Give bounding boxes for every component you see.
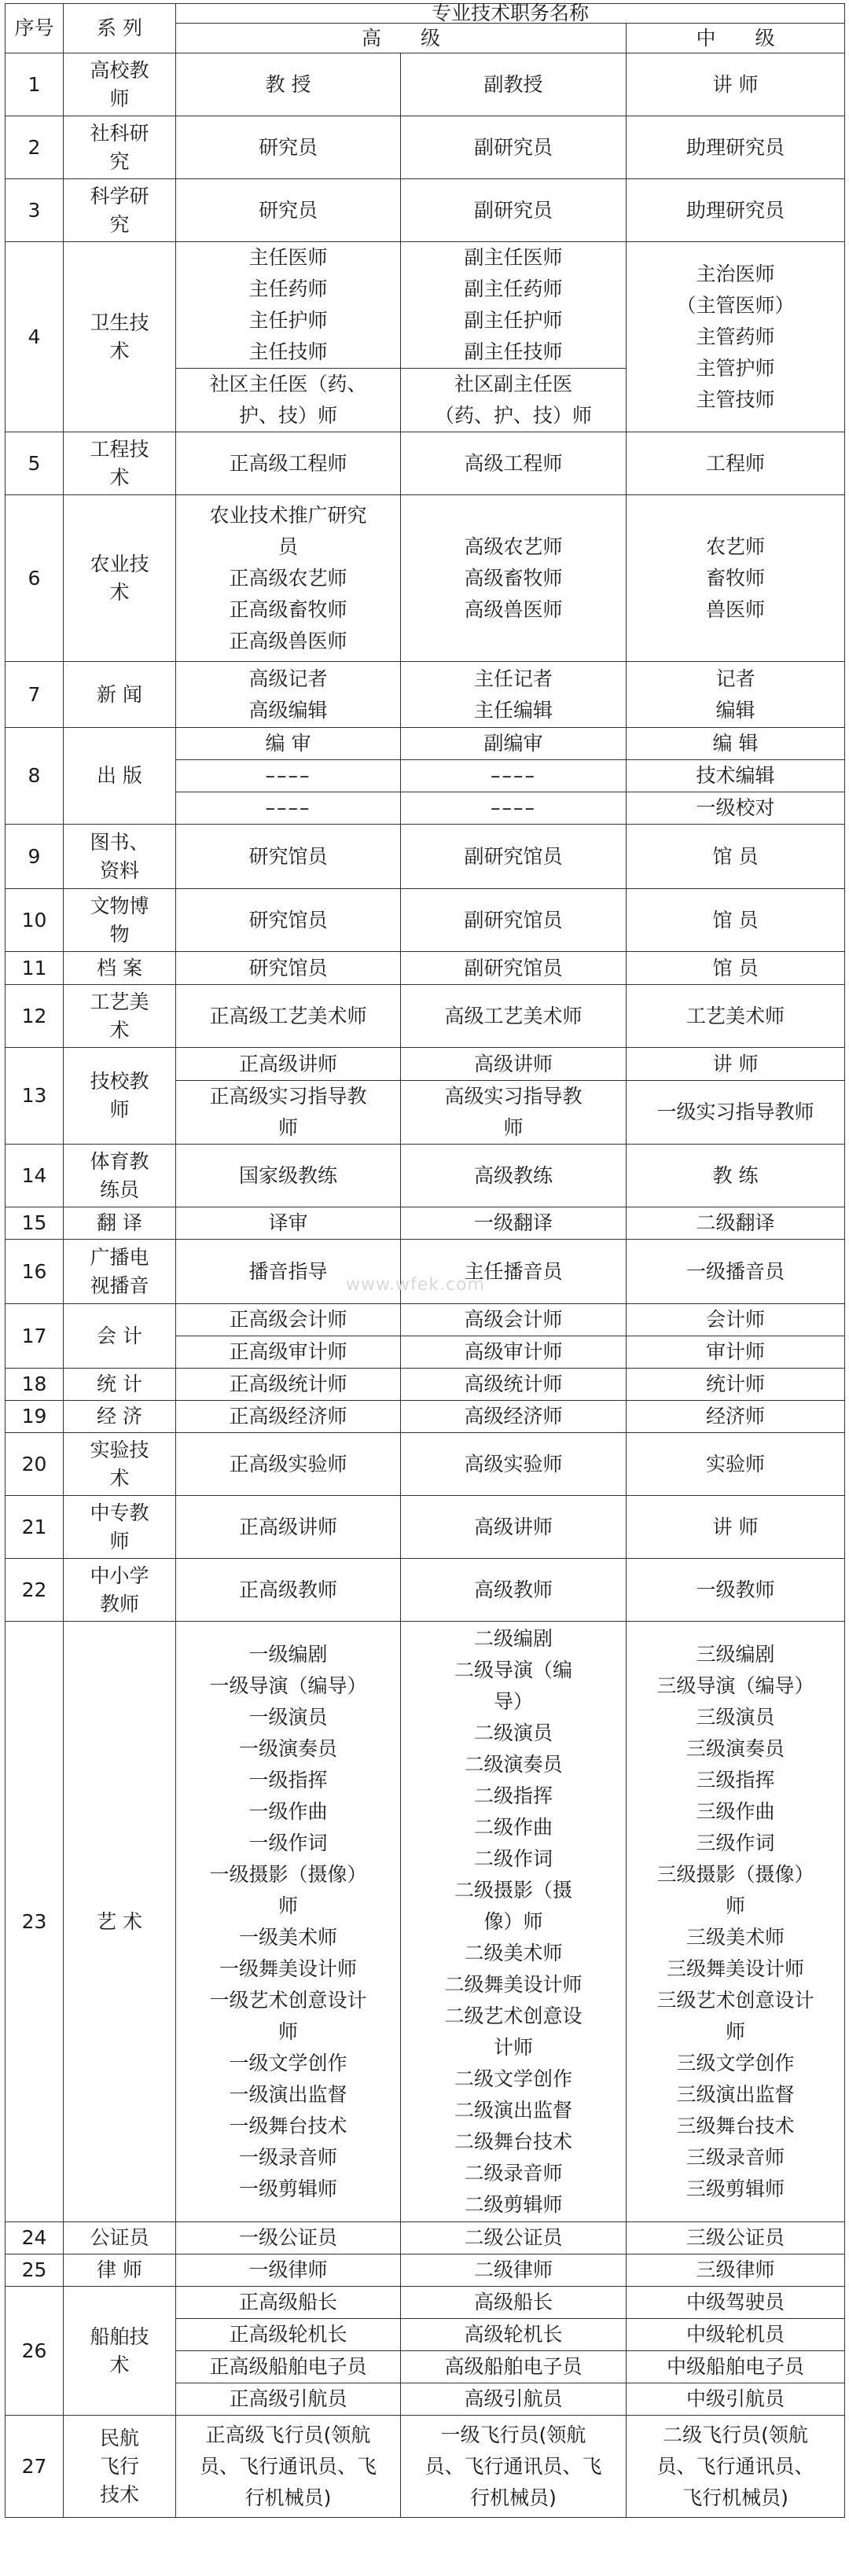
associate-senior-title: 一级飞行员(领航 员、飞行通讯员、飞 行机械员) [401, 2416, 627, 2518]
associate-senior-title: 主任记者 主任编辑 [401, 662, 627, 728]
senior-title: 正高级船舶电子员 [176, 2351, 401, 2383]
senior-title: –––– [176, 760, 401, 792]
middle-title: 讲 师 [627, 53, 845, 116]
middle-title: 经济师 [627, 1401, 845, 1433]
row-series: 中小学 教师 [64, 1559, 176, 1622]
senior-title: 正高级实习指导教 师 [176, 1081, 401, 1145]
row-no: 20 [6, 1433, 64, 1496]
row-series: 农业技 术 [64, 495, 176, 662]
middle-title: 馆 员 [627, 952, 845, 985]
table-row [6, 2254, 845, 2287]
table-row [6, 1433, 845, 1496]
middle-title: 三级律师 [627, 2254, 845, 2287]
row-series: 出 版 [64, 728, 176, 825]
senior-title: 研究馆员 [176, 889, 401, 952]
row-no: 22 [6, 1559, 64, 1622]
associate-senior-title: 高级会计师 [401, 1304, 627, 1336]
associate-senior-title: 高级实验师 [401, 1433, 627, 1496]
table-row [6, 1145, 845, 1207]
row-no: 8 [6, 728, 64, 825]
row-no: 21 [6, 1496, 64, 1559]
table-row [6, 116, 845, 179]
middle-title: 主治医师 （主管医师） 主管药师 主管护师 主管技师 [627, 242, 845, 432]
middle-title: 会计师 [627, 1304, 845, 1336]
associate-senior-title: 高级讲师 [401, 1048, 627, 1081]
middle-title: 工程师 [627, 432, 845, 495]
row-no: 17 [6, 1304, 64, 1369]
row-no: 16 [6, 1240, 64, 1304]
row-series: 会 计 [64, 1304, 176, 1369]
associate-senior-title: 二级编剧 二级导演（编 导） 二级演员 二级演奏员 二级指挥 二级作曲 二级作词 二级摄影（摄 像）师 二级美术师 二级舞美设计师 二级艺术创意设 计师 二级文学创作 二级演出监督 二级舞台技术 二级录音师 二级剪辑师 [401, 1622, 627, 2222]
row-no: 11 [6, 952, 64, 985]
table-row [6, 889, 845, 952]
senior-title: 正高级船长 [176, 2287, 401, 2319]
senior-title: 正高级轮机长 [176, 2319, 401, 2351]
associate-senior-title: 高级教师 [401, 1559, 627, 1622]
senior-title: 正高级审计师 [176, 1336, 401, 1369]
row-no: 24 [6, 2222, 64, 2254]
senior-title: 农业技术推广研究 员 正高级农艺师 正高级畜牧师 正高级兽医师 [176, 495, 401, 662]
row-no: 6 [6, 495, 64, 662]
associate-senior-title: 主任播音员 [401, 1240, 627, 1304]
row-series: 船舶技 术 [64, 2287, 176, 2416]
table-row [6, 432, 845, 495]
senior-title: 研究馆员 [176, 952, 401, 985]
associate-senior-title: 高级船舶电子员 [401, 2351, 627, 2383]
row-series: 律 师 [64, 2254, 176, 2287]
senior-title: 一级律师 [176, 2254, 401, 2287]
middle-title: 三级公证员 [627, 2222, 845, 2254]
senior-title: 国家级教练 [176, 1145, 401, 1207]
middle-title: 讲 师 [627, 1048, 845, 1081]
row-no: 26 [6, 2287, 64, 2416]
row-series: 实验技 术 [64, 1433, 176, 1496]
row-no: 27 [6, 2416, 64, 2518]
row-series: 统 计 [64, 1369, 176, 1401]
middle-title: 实验师 [627, 1433, 845, 1496]
header-series: 系 列 [64, 4, 176, 53]
table-row [6, 242, 845, 369]
row-no: 3 [6, 179, 64, 242]
associate-senior-title: 副研究馆员 [401, 825, 627, 889]
associate-senior-title: 二级律师 [401, 2254, 627, 2287]
senior-title: 编 审 [176, 728, 401, 760]
middle-title: 编 辑 [627, 728, 845, 760]
middle-title: 一级教师 [627, 1559, 845, 1622]
senior-title: 译审 [176, 1207, 401, 1240]
middle-title: 农艺师 畜牧师 兽医师 [627, 495, 845, 662]
table-row [6, 1559, 845, 1622]
associate-senior-title: 高级实习指导教 师 [401, 1081, 627, 1145]
senior-title: 一级编剧 一级导演（编导） 一级演员 一级演奏员 一级指挥 一级作曲 一级作词 一级摄影（摄像） 师 一级美术师 一级舞美设计师 一级艺术创意设计 师 一级文学创作 一级演出监督 一级舞台技术 一级录音师 一级剪辑师 [176, 1622, 401, 2222]
middle-title: 一级实习指导教师 [627, 1081, 845, 1145]
senior-title: 教 授 [176, 53, 401, 116]
senior-title: 正高级飞行员(领航 员、飞行通讯员、飞 行机械员) [176, 2416, 401, 2518]
header-senior: 高 级 [176, 24, 627, 53]
row-series: 技校教 师 [64, 1048, 176, 1145]
associate-senior-title: 高级审计师 [401, 1336, 627, 1369]
middle-title: 技术编辑 [627, 760, 845, 792]
associate-senior-title: 高级引航员 [401, 2383, 627, 2416]
associate-senior-title: 高级统计师 [401, 1369, 627, 1401]
middle-title: 审计师 [627, 1336, 845, 1369]
senior-title: 播音指导 [176, 1240, 401, 1304]
senior-title: 研究馆员 [176, 825, 401, 889]
table-row [6, 662, 845, 728]
table-row [6, 985, 845, 1048]
associate-senior-title: 副研究员 [401, 116, 627, 179]
row-no: 10 [6, 889, 64, 952]
header-title-group: 专业技术职务名称 [176, 4, 845, 24]
associate-senior-title: 高级农艺师 高级畜牧师 高级兽医师 [401, 495, 627, 662]
row-series: 广播电 视播音 [64, 1240, 176, 1304]
row-series: 文物博 物 [64, 889, 176, 952]
watermark-text: www.wfek.com [346, 1275, 485, 1295]
associate-senior-title: 高级教练 [401, 1145, 627, 1207]
row-no: 9 [6, 825, 64, 889]
row-series: 经 济 [64, 1401, 176, 1433]
middle-title: 助理研究员 [627, 116, 845, 179]
senior-title: 研究员 [176, 179, 401, 242]
row-series: 卫生技 术 [64, 242, 176, 432]
senior-title: 正高级经济师 [176, 1401, 401, 1433]
row-series: 高校教 师 [64, 53, 176, 116]
middle-title: 二级翻译 [627, 1207, 845, 1240]
row-no: 2 [6, 116, 64, 179]
row-series: 科学研 究 [64, 179, 176, 242]
table-row [6, 1048, 845, 1081]
row-no: 25 [6, 2254, 64, 2287]
table-row [6, 2287, 845, 2319]
table-row [6, 825, 845, 889]
table-row [6, 952, 845, 985]
middle-title: 中级驾驶员 [627, 2287, 845, 2319]
table-row [6, 1496, 845, 1559]
middle-title: 统计师 [627, 1369, 845, 1401]
middle-title: 教 练 [627, 1145, 845, 1207]
middle-title: 中级引航员 [627, 2383, 845, 2416]
row-no: 7 [6, 662, 64, 728]
senior-title: 正高级引航员 [176, 2383, 401, 2416]
associate-senior-title: 副研究馆员 [401, 952, 627, 985]
associate-senior-title: 高级船长 [401, 2287, 627, 2319]
table-row [6, 1304, 845, 1336]
senior-title: 正高级讲师 [176, 1496, 401, 1559]
senior-title: –––– [176, 792, 401, 825]
table-row [6, 1401, 845, 1433]
row-no: 15 [6, 1207, 64, 1240]
senior-title: 主任医师 主任药师 主任护师 主任技师 [176, 242, 401, 369]
row-series: 社科研 究 [64, 116, 176, 179]
row-no: 13 [6, 1048, 64, 1145]
table-row [6, 1207, 845, 1240]
middle-title: 工艺美术师 [627, 985, 845, 1048]
row-series: 翻 译 [64, 1207, 176, 1240]
row-no: 1 [6, 53, 64, 116]
row-no: 18 [6, 1369, 64, 1401]
senior-title: 正高级统计师 [176, 1369, 401, 1401]
associate-senior-title: 高级讲师 [401, 1496, 627, 1559]
table-row [6, 2222, 845, 2254]
row-no: 5 [6, 432, 64, 495]
associate-senior-title: 副编审 [401, 728, 627, 760]
associate-senior-title: 副研究员 [401, 179, 627, 242]
senior-title: 正高级工艺美术师 [176, 985, 401, 1048]
table-row [6, 728, 845, 760]
associate-senior-title: 高级经济师 [401, 1401, 627, 1433]
middle-title: 二级飞行员(领航 员、飞行通讯员、 飞行机械员) [627, 2416, 845, 2518]
header-no: 序号 [6, 4, 64, 53]
middle-title: 三级编剧 三级导演（编导） 三级演员 三级演奏员 三级指挥 三级作曲 三级作词 三级摄影（摄像） 师 三级美术师 三级舞美设计师 三级艺术创意设计 师 三级文学创作 三级演出监督 三级舞台技术 三级录音师 三级剪辑师 [627, 1622, 845, 2222]
row-series: 新 闻 [64, 662, 176, 728]
row-no: 19 [6, 1401, 64, 1433]
row-series: 体育教 练员 [64, 1145, 176, 1207]
middle-title: 中级轮机员 [627, 2319, 845, 2351]
row-no: 4 [6, 242, 64, 432]
header-middle: 中 级 [627, 24, 845, 53]
title-table [5, 3, 845, 2518]
associate-senior-title: –––– [401, 760, 627, 792]
associate-senior-title: –––– [401, 792, 627, 825]
senior-title: 研究员 [176, 116, 401, 179]
middle-title: 一级校对 [627, 792, 845, 825]
associate-senior-title: 一级翻译 [401, 1207, 627, 1240]
row-series: 工艺美 术 [64, 985, 176, 1048]
row-series: 中专教 师 [64, 1496, 176, 1559]
associate-senior-title: 副教授 [401, 53, 627, 116]
senior-title: 正高级讲师 [176, 1048, 401, 1081]
table-row [6, 1369, 845, 1401]
middle-title: 馆 员 [627, 825, 845, 889]
associate-senior-title: 高级工艺美术师 [401, 985, 627, 1048]
table-row [6, 179, 845, 242]
row-series: 民航 飞行 技术 [64, 2416, 176, 2518]
table-row [6, 53, 845, 116]
associate-senior-title: 二级公证员 [401, 2222, 627, 2254]
table-row [6, 495, 845, 662]
middle-title: 一级播音员 [627, 1240, 845, 1304]
table-row [6, 2416, 845, 2518]
middle-title: 中级船舶电子员 [627, 2351, 845, 2383]
row-no: 14 [6, 1145, 64, 1207]
senior-title: 正高级实验师 [176, 1433, 401, 1496]
row-no: 12 [6, 985, 64, 1048]
middle-title: 讲 师 [627, 1496, 845, 1559]
senior-title: 高级记者 高级编辑 [176, 662, 401, 728]
associate-senior-title: 高级工程师 [401, 432, 627, 495]
senior-title: 一级公证员 [176, 2222, 401, 2254]
middle-title: 助理研究员 [627, 179, 845, 242]
middle-title: 记者 编辑 [627, 662, 845, 728]
row-series: 工程技 术 [64, 432, 176, 495]
senior-title: 正高级会计师 [176, 1304, 401, 1336]
table-row [6, 1622, 845, 2222]
associate-senior-title: 副研究馆员 [401, 889, 627, 952]
row-series: 艺 术 [64, 1622, 176, 2222]
row-series: 公证员 [64, 2222, 176, 2254]
senior-title: 社区主任医（药、 护、技）师 [176, 369, 401, 432]
senior-title: 正高级工程师 [176, 432, 401, 495]
associate-senior-title: 副主任医师 副主任药师 副主任护师 副主任技师 [401, 242, 627, 369]
row-series: 图书、 资料 [64, 825, 176, 889]
associate-senior-title: 高级轮机长 [401, 2319, 627, 2351]
row-series: 档 案 [64, 952, 176, 985]
middle-title: 馆 员 [627, 889, 845, 952]
row-no: 23 [6, 1622, 64, 2222]
senior-title: 正高级教师 [176, 1559, 401, 1622]
associate-senior-title: 社区副主任医 （药、护、技）师 [401, 369, 627, 432]
